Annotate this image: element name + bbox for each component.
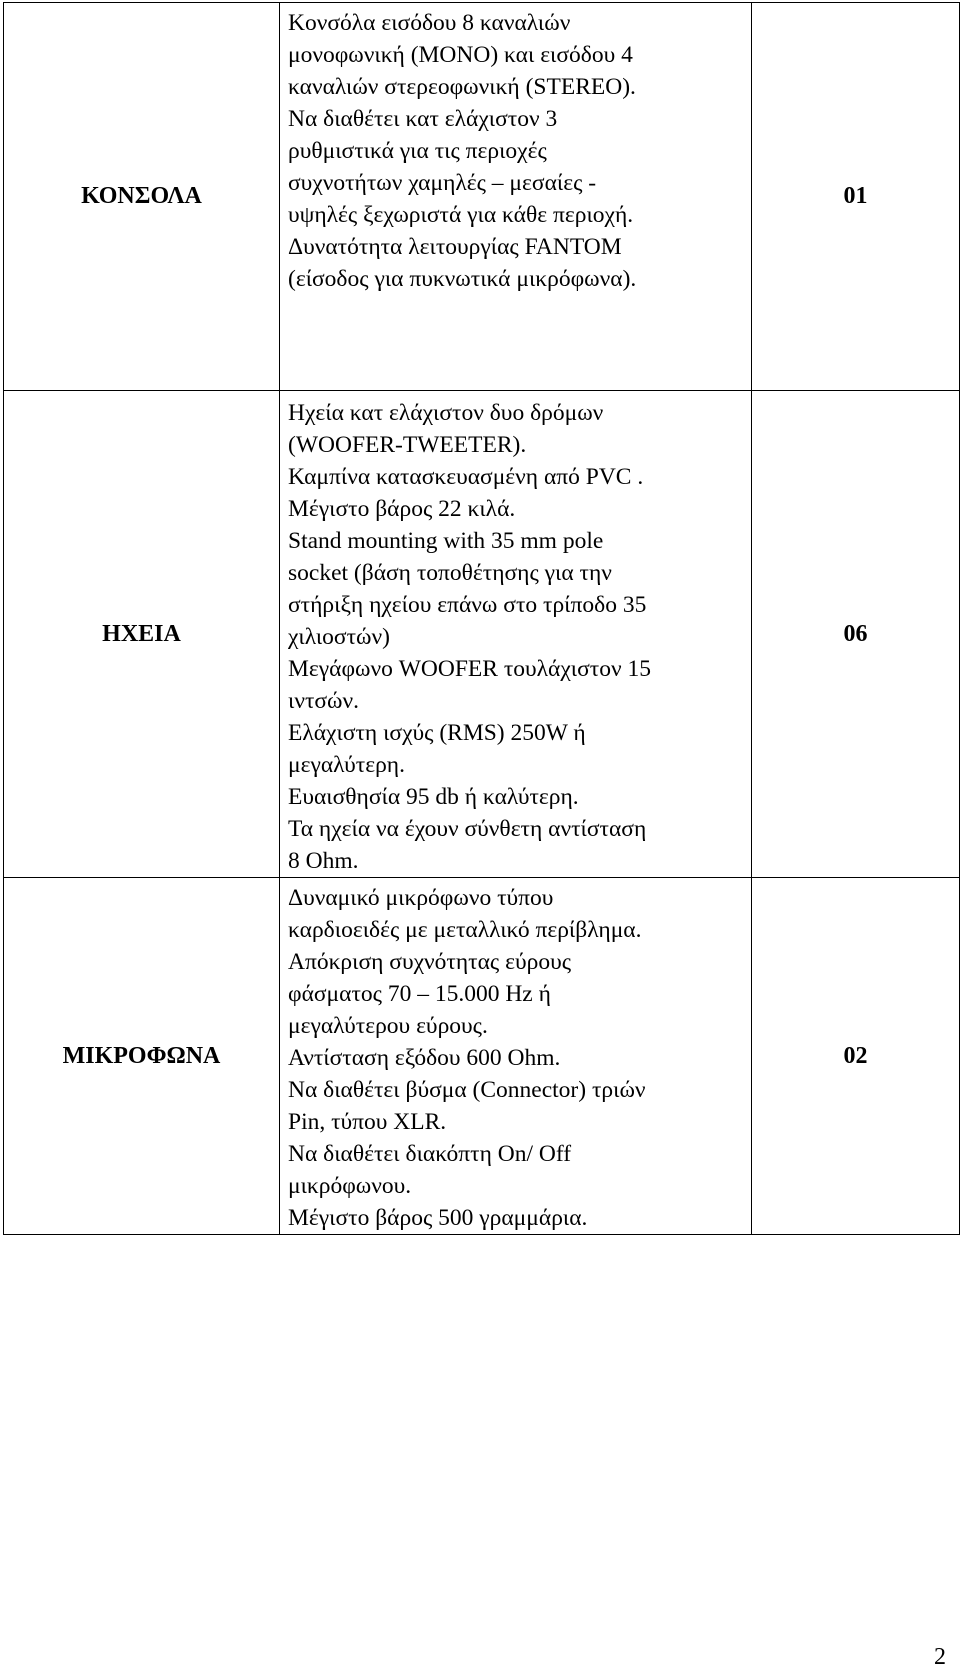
description-line: στήριξη ηχείου επάνω στο τρίποδο 35: [288, 592, 647, 618]
specifications-table: [3, 2, 960, 1235]
description-line: Μέγιστο βάρος 500 γραμμάρια.: [288, 1205, 588, 1231]
table-row: [4, 391, 960, 878]
description-line: Ευαισθησία 95 db ή καλύτερη.: [288, 784, 579, 810]
quantity-cell: 01: [752, 3, 960, 391]
description-line: Κονσόλα εισόδου 8 καναλιών: [288, 10, 571, 36]
item-description-cell: [280, 391, 752, 878]
description-line: μικρόφωνου.: [288, 1173, 412, 1199]
description-line: ρυθμιστικά για τις περιοχές: [288, 138, 547, 164]
description-line: Μεγάφωνο WOOFER τουλάχιστον 15: [288, 656, 651, 682]
description-line: (είσοδος για πυκνωτικά μικρόφωνα).: [288, 266, 637, 292]
description-line: Καμπίνα κατασκευασμένη από PVC .: [288, 464, 644, 490]
description-line: Να διαθέτει διακόπτη On/ Off: [288, 1141, 572, 1167]
quantity-cell: 06: [752, 391, 960, 878]
description-line: (WOOFER-TWEETER).: [288, 432, 527, 458]
item-name-cell: ΜΙΚΡΟΦΩΝΑ: [4, 878, 280, 1235]
description-line: μεγαλύτερη.: [288, 752, 405, 778]
table-row: [4, 3, 960, 391]
description-line: καρδιοειδές με μεταλλικό περίβλημα.: [288, 917, 642, 943]
item-description-cell: [280, 878, 752, 1235]
page-number: 2: [934, 1644, 946, 1670]
description-line: Να διαθέτει κατ ελάχιστον 3: [288, 106, 558, 132]
description-line: Ηχεία κατ ελάχιστον δυο δρόμων: [288, 400, 604, 426]
description-line: μονοφωνική (MONO) και εισόδου 4: [288, 42, 633, 68]
table-row: [4, 878, 960, 1235]
description-line: Stand mounting with 35 mm pole: [288, 528, 604, 554]
description-line: χιλιοστών): [288, 624, 390, 650]
description-line: 8 Ohm.: [288, 848, 359, 874]
item-name-cell: ΗΧΕΙΑ: [4, 391, 280, 878]
description-line: Δυνατότητα λειτουργίας FANTOM: [288, 234, 622, 260]
description-line: Απόκριση συχνότητας εύρους: [288, 949, 572, 975]
description-line: Δυναμικό μικρόφωνο τύπου: [288, 885, 554, 911]
description-line: Ελάχιστη ισχύς (RMS) 250W ή: [288, 720, 586, 746]
description-line: μεγαλύτερου εύρους.: [288, 1013, 488, 1039]
item-name-cell: ΚΟΝΣΟΛΑ: [4, 3, 280, 391]
description-line: ιντσών.: [288, 688, 360, 714]
description-line: υψηλές ξεχωριστά για κάθε περιοχή.: [288, 202, 634, 228]
description-line: καναλιών στερεοφωνική (STEREO).: [288, 74, 636, 100]
description-line: συχνοτήτων χαμηλές – μεσαίες -: [288, 170, 597, 196]
description-line: Να διαθέτει βύσμα (Connector) τριών: [288, 1077, 646, 1103]
description-line: Αντίσταση εξόδου 600 Ohm.: [288, 1045, 561, 1071]
description-line: socket (βάση τοποθέτησης για την: [288, 560, 612, 586]
description-line: φάσματος 70 – 15.000 Hz ή: [288, 981, 551, 1007]
description-line: Τα ηχεία να έχουν σύνθετη αντίσταση: [288, 816, 647, 842]
description-line: Pin, τύπου XLR.: [288, 1109, 447, 1135]
item-description-cell: [280, 3, 752, 391]
quantity-cell: 02: [752, 878, 960, 1235]
description-line: Μέγιστο βάρος 22 κιλά.: [288, 496, 516, 522]
